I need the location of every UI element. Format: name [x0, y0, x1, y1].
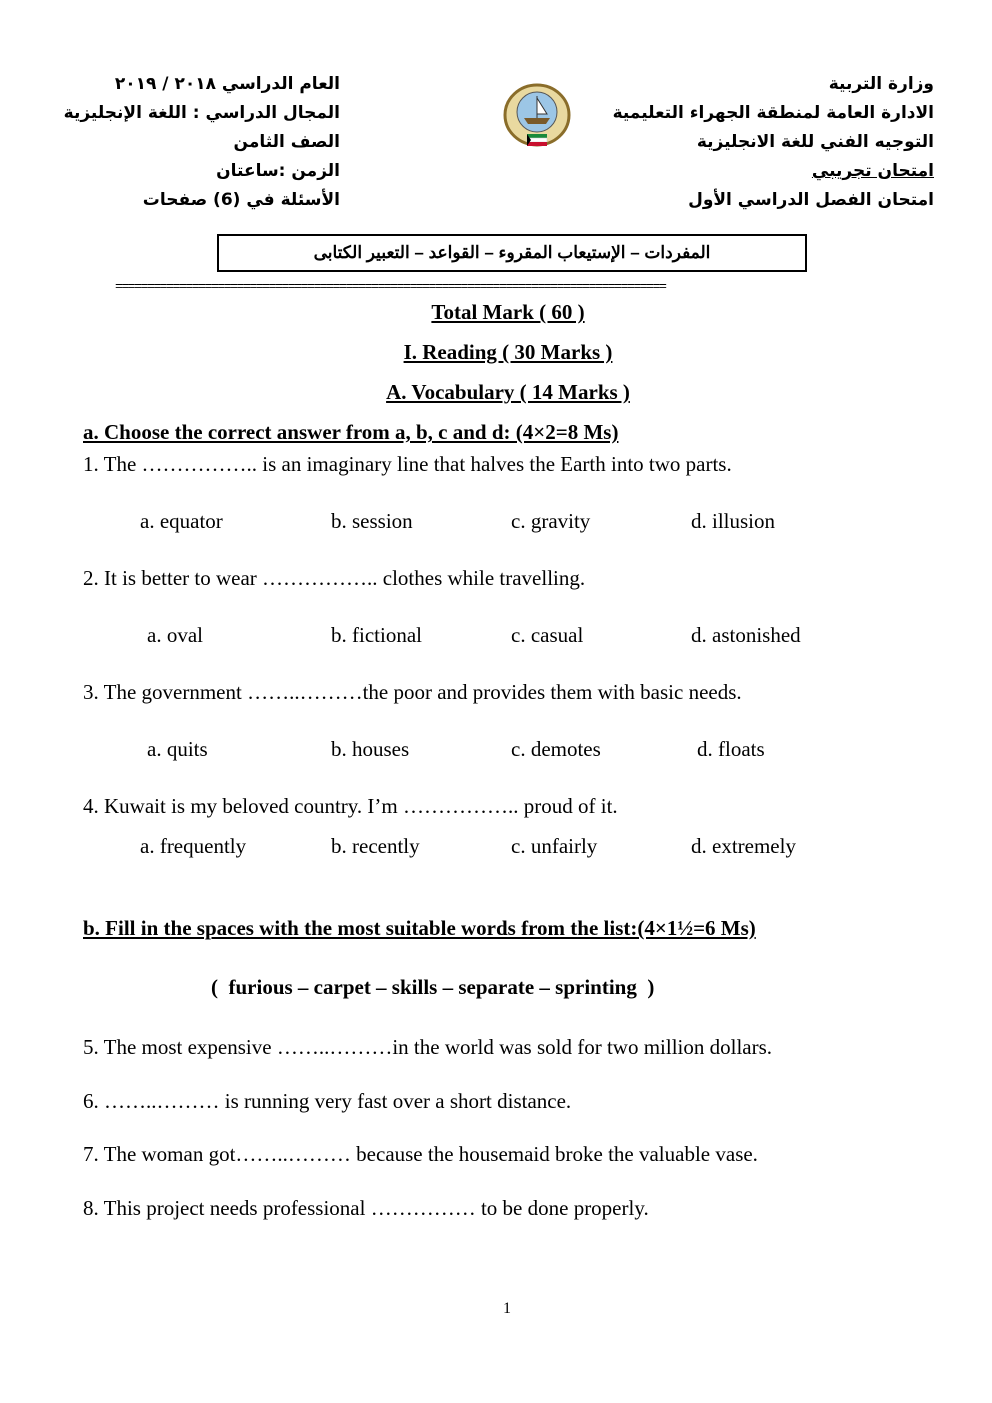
page-count: الأسئلة في (6) صفحات — [142, 190, 340, 210]
section-a-heading: a. Choose the correct answer from a, b, c and d: (4×2=8 Ms) — [83, 420, 619, 444]
q4-option-b: b. recently — [331, 834, 420, 858]
q1-option-b: b. session — [331, 509, 413, 533]
supervision: التوجيه الفني للغة الانجليزية — [696, 132, 934, 152]
page-number: 1 — [503, 1300, 511, 1317]
question-8: 8. This project needs professional …………… to be done properly. — [83, 1196, 649, 1220]
q4-option-a: a. frequently — [140, 834, 247, 858]
q3-option-b: b. houses — [331, 737, 410, 761]
directorate: الادارة العامة لمنطقة الجهراء التعليمية — [612, 103, 934, 123]
question-6: 6. ……..……… is running very fast over a short distance. — [83, 1089, 572, 1113]
exam-type: امتحان تجريبي — [811, 161, 934, 181]
exam-term: امتحان الفصل الدراسي الأول — [688, 190, 934, 210]
grade: الصف الثامن — [233, 132, 340, 152]
q1-option-d: d. illusion — [691, 509, 776, 533]
question-3: 3. The government ……..………the poor and provides them with basic needs. — [83, 680, 742, 704]
subject: المجال الدراسي : اللغة الإنجليزية — [63, 103, 340, 123]
question-5: 5. The most expensive ……..………in the world was sold for two million dollars. — [83, 1035, 773, 1059]
skills-box: المفردات – الإستيعاب المقروء – القواعد – التعبير الكتابى — [217, 234, 807, 272]
q4-option-c: c. unfairly — [511, 834, 598, 858]
question-2: 2. It is better to wear …………….. clothes while travelling. — [83, 566, 586, 590]
ministry-logo — [500, 82, 574, 152]
separator-line: ====================================================================================== — [115, 279, 666, 294]
q2-option-b: b. fictional — [331, 623, 422, 647]
q2-option-c: c. casual — [511, 623, 584, 647]
q3-option-c: c. demotes — [511, 737, 601, 761]
duration: الزمن :ساعتان — [216, 161, 340, 181]
header-left — [64, 70, 340, 215]
q3-option-d: d. floats — [697, 737, 765, 761]
q2-option-a: a. oval — [147, 623, 203, 647]
reading-title: I. Reading ( 30 Marks ) — [403, 340, 613, 364]
question-7: 7. The woman got……..……… because the housemaid broke the valuable vase. — [83, 1142, 758, 1166]
total-mark-title: Total Mark ( 60 ) — [431, 300, 585, 324]
vocabulary-title: A. Vocabulary ( 14 Marks ) — [386, 380, 630, 404]
ministry-name: وزارة التربية — [828, 74, 934, 94]
section-b-heading: b. Fill in the spaces with the most suitable words from the list:(4×1½=6 Ms) — [83, 916, 756, 940]
q2-option-d: d. astonished — [691, 623, 801, 647]
word-list: ( furious – carpet – skills – separate – sprinting ) — [211, 975, 655, 999]
q4-option-d: d. extremely — [691, 834, 796, 858]
question-1: 1. The …………….. is an imaginary line that halves the Earth into two parts. — [83, 452, 732, 476]
q1-option-a: a. equator — [140, 509, 223, 533]
question-4: 4. Kuwait is my beloved country. I’m …………….. proud of it. — [83, 794, 618, 818]
q3-option-a: a. quits — [147, 737, 208, 761]
q1-option-c: c. gravity — [511, 509, 591, 533]
academic-year: العام الدراسي ٢٠١٨ / ٢٠١٩ — [114, 74, 340, 94]
header-right — [613, 70, 934, 215]
